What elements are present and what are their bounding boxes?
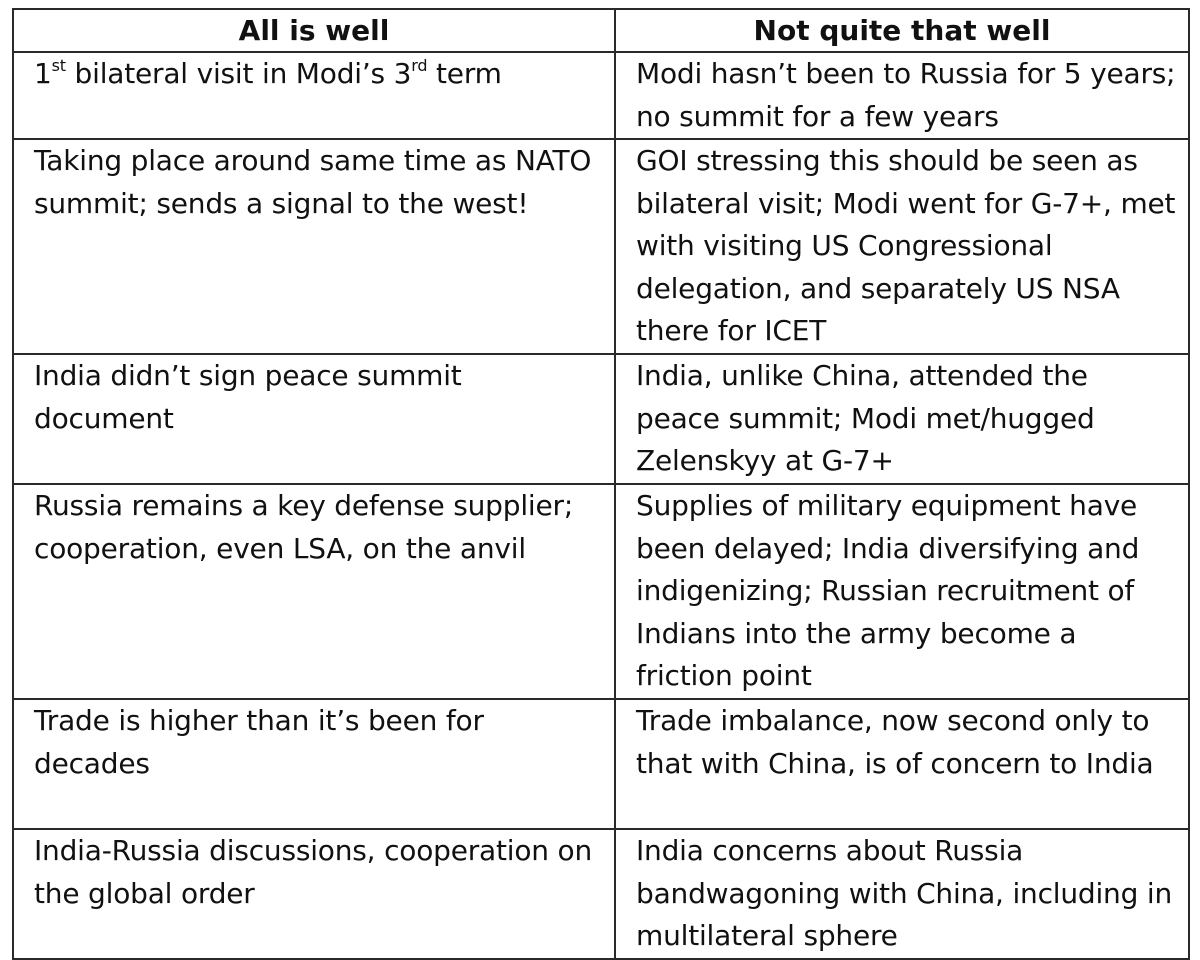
cell-not-quite-that-well: Supplies of military equipment have been delayed; India diversifying and indigenizing; Russian recruitment of Indians into the army become a friction point [615, 484, 1189, 699]
cell-not-quite-that-well: India concerns about Russia bandwagoning with China, including in multilateral sphere [615, 829, 1189, 959]
cell-not-quite-that-well: Trade imbalance, now second only to that with China, is of concern to India [615, 699, 1189, 829]
header-row [13, 9, 1189, 52]
header-not-quite-that-well: Not quite that well [615, 9, 1189, 52]
cell-text-part: 1 [34, 57, 52, 90]
cell-all-is-well: Taking place around same time as NATO summit; sends a signal to the west! [13, 139, 615, 354]
table-row [13, 829, 1189, 959]
cell-all-is-well [13, 52, 615, 139]
cell-all-is-well: Trade is higher than it’s been for decades [13, 699, 615, 829]
cell-all-is-well: India didn’t sign peace summit document [13, 354, 615, 484]
cell-text-part: term [427, 57, 502, 90]
cell-all-is-well: Russia remains a key defense supplier; cooperation, even LSA, on the anvil [13, 484, 615, 699]
cell-text-part: bilateral visit in Modi’s 3 [65, 57, 412, 90]
table-row [13, 354, 1189, 484]
header-all-is-well: All is well [13, 9, 615, 52]
table-row [13, 139, 1189, 354]
cell-all-is-well: India-Russia discussions, cooperation on the global order [13, 829, 615, 959]
ordinal-superscript: st [51, 56, 66, 75]
cell-not-quite-that-well: India, unlike China, attended the peace summit; Modi met/hugged Zelenskyy at G-7+ [615, 354, 1189, 484]
comparison-table [12, 8, 1190, 960]
table-row [13, 699, 1189, 829]
ordinal-superscript: rd [411, 56, 428, 75]
cell-not-quite-that-well: GOI stressing this should be seen as bilateral visit; Modi went for G-7+, met with visiting US Congressional delegation, and separately US NSA there for ICET [615, 139, 1189, 354]
cell-not-quite-that-well: Modi hasn’t been to Russia for 5 years; no summit for a few years [615, 52, 1189, 139]
table-row [13, 52, 1189, 139]
table-row [13, 484, 1189, 699]
